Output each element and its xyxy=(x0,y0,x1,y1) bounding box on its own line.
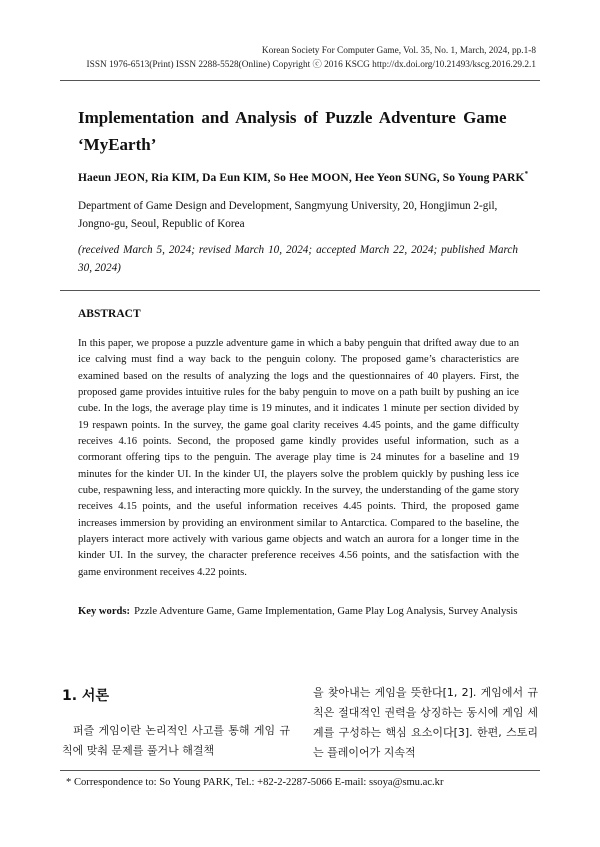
author-names: Haeun JEON, Ria KIM, Da Eun KIM, So Hee MOON, Hee Yeon SUNG, So Young PARK xyxy=(78,171,525,184)
intro-text-right-column: 을 찾아내는 게임을 뜻한다[1, 2]. 게임에서 규칙은 절대적인 권력을 상징하는 동시에 게임 세계를 구성하는 핵심 요소이다[3]. 한편, 스토리는 플레이어가 지속적 xyxy=(313,686,538,759)
abstract-divider xyxy=(60,290,540,291)
keywords-label: Key words: xyxy=(78,606,131,617)
journal-header xyxy=(56,44,536,72)
journal-issn-doi: ISSN 1976-6513(Print) ISSN 2288-5528(Online) Copyright ⓒ 2016 KSCG http://dx.doi.org/10.21493/kscg.2016.29.2.1 xyxy=(86,60,536,70)
abstract-heading: ABSTRACT xyxy=(78,308,141,320)
header-divider xyxy=(60,80,540,81)
keywords-text: Pzzle Adventure Game, Game Implementation, Game Play Log Analysis, Survey Analysis xyxy=(134,606,518,617)
footnote-divider xyxy=(60,770,540,771)
journal-citation: Korean Society For Computer Game, Vol. 35, No. 1, March, 2024, pp.1-8 xyxy=(261,46,536,56)
abstract-body: In this paper, we propose a puzzle adventure game in which a baby penguin that drifted away due to an ice calving must find a way back to the penguin colony. The proposed game’s characteristics are examined based on the results of analyzing the logs and the questionnaires of 40 players. First, the proposed game provides intuitive rules for the baby penguin to move on a path built by pushing an ice cube. In the logs, the average play time is 19 minutes, and it indicates 1 minute per section divided by 19 respawn points. In the survey, the game goal clarity receives 4.45 points, and the game difficulty receives 4.16 points. Second, the proposed game kindly provides useful information, such as a cormorant offering tips to the penguin. The average play time is 24 minutes for a baseline and 19 minutes for the kinder UI. In the kinder UI, the players solve the problem quickly by pushing less ice cube, respawning less, and interacting more quickly. In the survey, the understanding of the game story receives 4.15 points, and the useful information receives 4.45 points. Third, the proposed game increases immersion by providing an environment similar to Antarctica. Compared to the baseline, the players interact more actively with various game objects and watch an aurora for a longer time in the kinder UI. In the survey, the character preference receives 4.56 points, and the satisfaction with the game environment receives 4.22 points. xyxy=(78,338,519,578)
correspondence-footnote: * Correspondence to: So Young PARK, Tel.: +82-2-2287-5066 E-mail: ssoya@smu.ac.kr xyxy=(66,777,444,788)
affiliation: Department of Game Design and Development, Sangmyung University, 20, Hongjimun 2-gil, Jongno-gu, Seoul, Republic of Korea xyxy=(78,200,498,230)
paper-title: Implementation and Analysis of Puzzle Adventure Game ‘MyEarth’ xyxy=(78,108,507,154)
author-list xyxy=(78,170,538,184)
submission-dates: (received March 5, 2024; revised March 10, 2024; accepted March 22, 2024; published March 30, 2024) xyxy=(78,244,518,274)
corresponding-mark: * xyxy=(524,170,529,178)
section-heading-introduction: 1. 서론 xyxy=(62,688,109,704)
keywords xyxy=(78,604,519,621)
intro-text-left-column: 퍼즐 게임이란 논리적인 사고를 통해 게임 규칙에 맞춰 문제를 풀거나 해결책 xyxy=(62,724,290,757)
